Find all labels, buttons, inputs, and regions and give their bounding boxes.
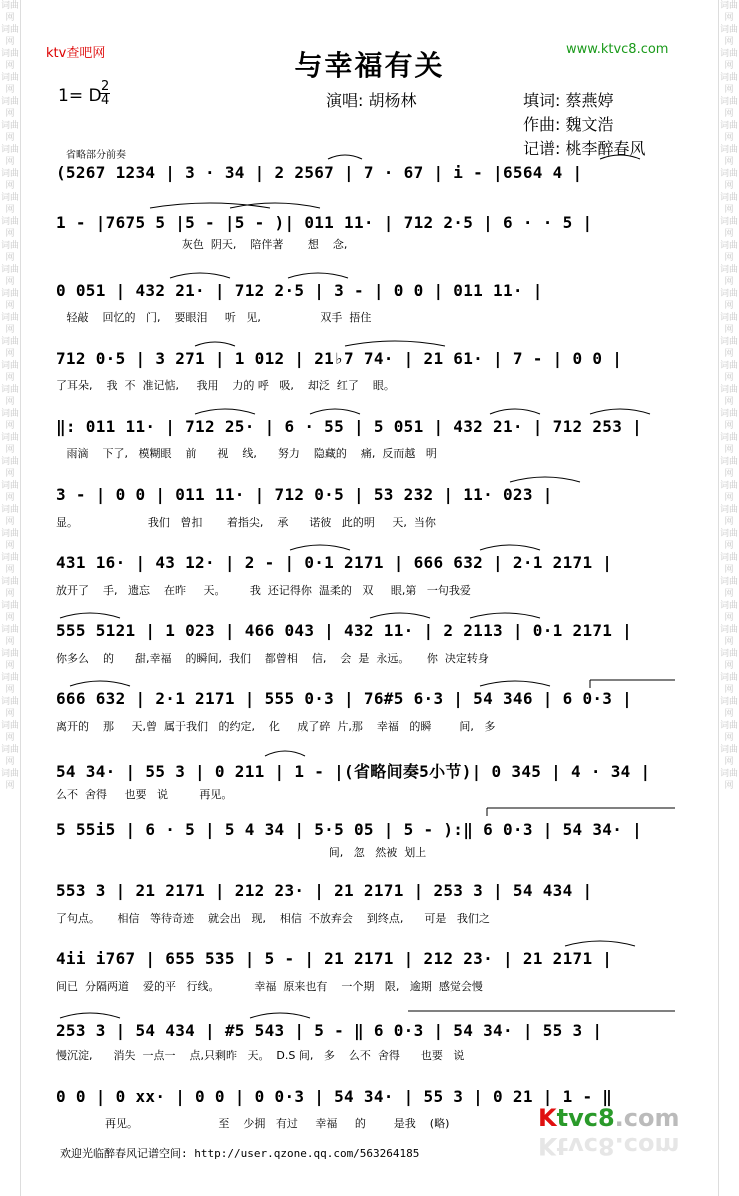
lyric-line: 了耳朵, 我 不 准记惦, 我用 力的 呼 吸, 却泛 红了 眼。 xyxy=(56,379,395,392)
lyric-line: 显。 我们 曾扣 着指尖, 承 诺彼 此的明 天, 当你 xyxy=(56,516,436,529)
ktvc8-logo xyxy=(538,1104,680,1132)
music-line: 0 0 | 0 xx· | 0 0 | 0 0·3 | 54 34· | 55 3 | 0 21 | 1 - ‖ xyxy=(56,1087,613,1106)
lyric-line: 么不 舍得 也要 说 再见。 xyxy=(56,788,233,801)
slur xyxy=(250,1013,310,1018)
slur xyxy=(490,409,540,414)
singer-credit: 演唱: 胡杨林 xyxy=(326,91,417,110)
lyric-line: 离开的 那 天,曾 属于我们 的约定, 化 成了碎 片,那 幸福 的瞬 间, 多 xyxy=(56,720,496,733)
slur xyxy=(470,613,540,618)
lyric-line: 慢沉淀, 消失 一点一 点,只剩昨 天。 D.S 间, 多 么不 舍得 也要 说 xyxy=(56,1049,465,1062)
music-line: ‖: 011 11· | 712 25· | 6 · 55 | 5 051 | 432 21· | 712 253 | xyxy=(56,417,643,436)
slur xyxy=(150,203,270,208)
slur xyxy=(70,681,130,686)
music-line: 253 3 | 54 434 | #5 543 | 5 - ‖ 6 0·3 | 54 34· | 55 3 | xyxy=(56,1021,603,1040)
lyric-line: 放开了 手, 遗忘 在昨 天。 我 还记得你 温柔的 双 眼,第 一句我爱 xyxy=(56,584,471,597)
music-line: 3 - | 0 0 | 011 11· | 712 0·5 | 53 232 | 11· 023 | xyxy=(56,485,553,504)
logo-k: K xyxy=(538,1104,557,1132)
music-line: (5267 1234 | 3 · 34 | 2 2567 | 7 · 67 | i - |6564 4 | xyxy=(56,163,583,182)
notator-credit: 记谱: 桃李醉春风 xyxy=(523,139,646,158)
slur xyxy=(600,155,640,159)
slur xyxy=(345,341,445,346)
song-title: 与幸福有关 xyxy=(294,49,445,82)
lyric-line: 雨滴 下了, 模糊眼 前 视 线, 努力 隐藏的 痛, 反而越 明 xyxy=(56,447,437,460)
slur xyxy=(328,155,362,159)
slur xyxy=(230,203,320,208)
left-watermark-strip: 词曲网 词曲网 词曲网 词曲网 词曲网 词曲网 词曲网 词曲网 词曲网 词曲网 词曲网 词曲网 词曲网 词曲网 词曲网 词曲网 词曲网 词曲网 词曲网 词曲网 词曲网 词曲网 词曲网 词曲网 词曲网 词曲网 词曲网 词曲网 词曲网 词曲网 词曲网 词曲网 词曲网 xyxy=(0,0,21,1196)
time-signature-top: 2 xyxy=(101,79,110,94)
slur xyxy=(480,545,540,550)
slur xyxy=(510,477,580,482)
music-line: 431 16· | 43 12· | 2 - | 0·1 2171 | 666 632 | 2·1 2171 | xyxy=(56,553,613,572)
right-watermark-strip: 词曲网 词曲网 词曲网 词曲网 词曲网 词曲网 词曲网 词曲网 词曲网 词曲网 词曲网 词曲网 词曲网 词曲网 词曲网 词曲网 词曲网 词曲网 词曲网 词曲网 词曲网 词曲网 词曲网 词曲网 词曲网 词曲网 词曲网 词曲网 词曲网 词曲网 词曲网 词曲网 词曲网 xyxy=(718,0,739,1196)
music-line: 712 0·5 | 3 271 | 1 012 | 21♭7 74· | 21 61· | 7 - | 0 0 | xyxy=(56,349,623,368)
slur xyxy=(590,409,650,414)
slur xyxy=(288,273,348,278)
slur xyxy=(265,751,305,756)
slur xyxy=(170,273,230,278)
time-signature-bottom: 4 xyxy=(101,93,110,108)
lyric-line: 再见。 至 少拥 有过 幸福 的 是我 (略) xyxy=(56,1117,450,1130)
logo-tvc8: tvc8 xyxy=(556,1104,615,1132)
music-line: 4ii i767 | 655 535 | 5 - | 21 2171 | 212 23· | 21 2171 | xyxy=(56,949,613,968)
logo-com: .com xyxy=(614,1104,680,1132)
music-line: 666 632 | 2·1 2171 | 555 0·3 | 76#5 6·3 | 54 346 | 6 0·3 | xyxy=(56,689,633,708)
music-line: 0 051 | 432 21· | 712 2·5 | 3 - | 0 0 | 011 11· | xyxy=(56,281,543,300)
slur xyxy=(60,613,120,618)
lyric-line: 间, 忽 然被 划上 xyxy=(56,846,427,859)
site-name-left: ktv查吧网 xyxy=(46,46,106,61)
slur xyxy=(60,1013,120,1018)
music-line: 5 55i5 | 6 · 5 | 5 4 34 | 5·5 05 | 5 - ):‖ 6 0·3 | 54 34· | xyxy=(56,820,643,839)
slur xyxy=(195,409,255,414)
music-line: 1 - |7675 5 |5 - |5 - )| 011 11· | 712 2·5 | 6 · · 5 | xyxy=(56,213,593,232)
music-line: 54 34· | 55 3 | 0 211 | 1 - |(省略间奏5小节)| 0 345 | 4 · 34 | xyxy=(56,762,651,781)
lyric-line: 灰色 阴天, 陪伴著 想 念, xyxy=(56,238,348,251)
slur xyxy=(565,941,635,946)
composer-credit: 作曲: 魏文浩 xyxy=(523,115,614,134)
slur xyxy=(290,545,350,550)
slur xyxy=(480,681,550,686)
lyric-line: 你多么 的 甜,幸福 的瞬间, 我们 都曾相 信, 会 是 永远。 你 决定转身 xyxy=(56,652,489,665)
lyricist-credit: 填词: 蔡燕婷 xyxy=(523,91,614,110)
site-url-right: www.ktvc8.com xyxy=(566,42,669,57)
lyric-line: 间已 分隔两道 爱的平 行线。 幸福 原来也有 一个期 限, 逾期 感觉会慢 xyxy=(56,980,483,993)
lyric-line: 轻敲 回忆的 门, 要眼泪 听 见, 双手 捂住 xyxy=(56,311,372,324)
slur xyxy=(370,613,430,618)
music-line: 555 5121 | 1 023 | 466 043 | 432 11· | 2 2113 | 0·1 2171 | xyxy=(56,621,633,640)
key-signature: 1= D xyxy=(58,86,102,106)
logo-reflection: Ktvc8.com xyxy=(538,1132,680,1160)
footer-text: 欢迎光临醉春风记谱空间: http://user.qzone.qq.com/563264185 xyxy=(60,1147,420,1160)
music-line: 553 3 | 21 2171 | 212 23· | 21 2171 | 253 3 | 54 434 | xyxy=(56,881,593,900)
intro-note: 省略部分前奏 xyxy=(66,150,126,161)
lyric-line: 了句点。 相信 等待奇迹 就会出 现, 相信 不放弃会 到终点, 可是 我们之 xyxy=(56,912,490,925)
slur xyxy=(310,409,360,414)
slur xyxy=(195,342,235,346)
